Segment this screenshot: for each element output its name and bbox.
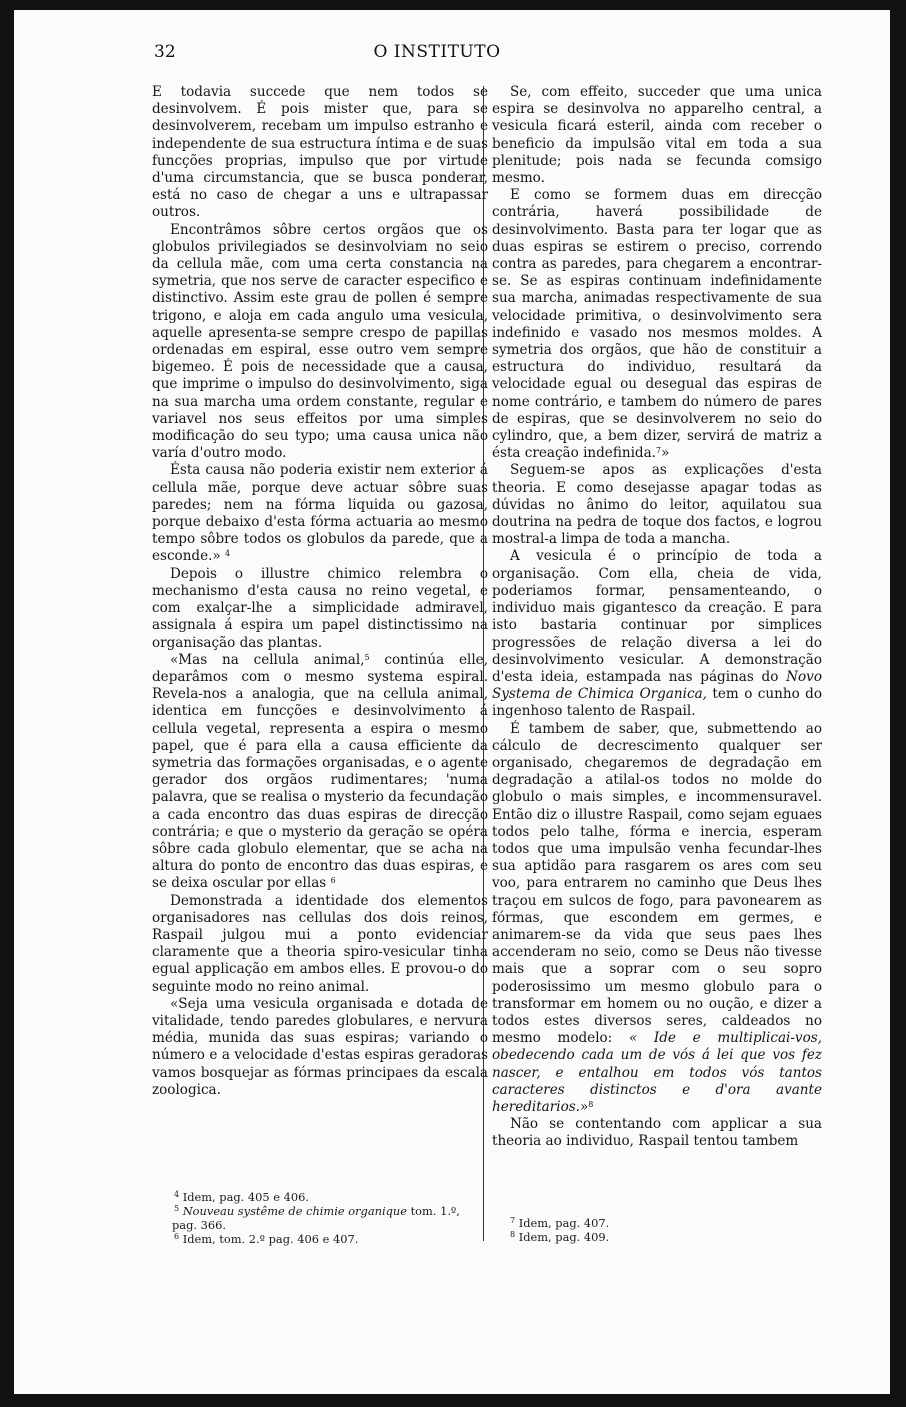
paragraph: Não se contentando com applicar a sua theoria ao individuo, Raspail tentou tambem xyxy=(492,1116,822,1150)
footnote: $^7$ Idem, pag. 407. xyxy=(510,1216,610,1230)
footnote: $^8$ Idem, pag. 409. xyxy=(510,1230,610,1244)
paragraph: Seguem-se apos as explicações d'esta theoria. E como desejasse apagar todas as dúvidas no ânimo do leitor, aquilatou sua doutrina na pedra de toque dos factos, e logrou mostral-a limpa de toda a mancha. xyxy=(492,462,822,548)
paragraph: Ésta causa não poderia existir nem exterior á cellula mãe, porque deve actuar sôbre suas paredes; nem na fórma liquida ou gazosa, porque debaixo d'esta fórma actuaria ao mesmo tempo sôbre todos os globulos da parede, que a esconde.» $^4$ xyxy=(152,462,488,565)
running-title: O INSTITUTO xyxy=(373,42,501,62)
page-number: 32 xyxy=(154,42,176,62)
paragraph: Encontrâmos sôbre certos orgãos que os globulos privilegiados se desinvolviam no seio da cellula mãe, com uma certa constancia na symetria, que nos serve de caracter especifico e distinctivo. Assim este grau de pollen é sempre trigono, e aloja em cada angulo uma vesicula, aquelle apresenta-se sempre crespo de papillas ordenadas em espiral, esse outro vem sempre bigemeo. É pois de necessidade que a causa, que imprime o impulso do desinvolvimento, siga na sua marcha uma ordem constante, regular e variavel nos seus effeitos por uma simples modificação do seu typo; uma causa unica não varía d'outro modo. xyxy=(152,221,488,462)
book-title: Novo Systema de Chimica Organica, xyxy=(492,668,822,703)
footnotes-left xyxy=(174,1190,474,1246)
footnote-ref[interactable]: 7 xyxy=(655,446,662,456)
left-column xyxy=(152,84,488,1099)
paragraph: Depois o illustre chimico relembra o mechanismo d'esta causa no reino vegetal, e com exalçar-lhe a simplicidade admiravel, assignala á espira um papel distinctissimo na organisação das plantas. xyxy=(152,565,488,651)
footnotes-right xyxy=(510,1216,810,1244)
paragraph: E todavia succede que nem todos se desinvolvem. É pois mister que, para se desinvolverem, recebam um impulso estranho e independente de sua estructura íntima e de suas funcções proprias, impulso que por virtude d'uma circumstancia, que se busca ponderar, está no caso de chegar a uns e ultrapassar outros. xyxy=(152,84,488,221)
footnote-continuation: pag. 366. xyxy=(172,1218,226,1232)
footnote: $^4$ Idem, pag. 405 e 406. xyxy=(174,1190,309,1204)
paragraph: A vesicula é o princípio de toda a organisação. Com ella, cheia de vida, poderiamos formar, pensamenteando, o individuo mais gigantesco da creação. E para isto bastaria continuar por simplices progressões de relação diversa a lei do desinvolvimento vesicular. A demonstração d'esta ideia, estampada nas páginas do Novo Systema de Chimica Organica, tem o cunho do ingenhoso talento de Raspail. xyxy=(492,548,823,720)
paragraph: «Seja uma vesicula organisada e dotada de vitalidade, tendo paredes globulares, e nervura média, munida das suas espiras; variando o número e a velocidade d'estas espiras geradoras vamos bosquejar as fórmas principaes da escala zoologica. xyxy=(152,995,488,1098)
footnote-ref[interactable]: 6 xyxy=(330,876,336,886)
footnote-ref[interactable]: 4 xyxy=(225,549,231,559)
paragraph: «Mas na cellula animal,$^5$ continúa elle, deparâmos com o mesmo systema espiral. Revela-nos a analogia, que na cellula animal, identica em funcções e desinvolvimento á cellula vegetal, representa a espira o mesmo papel, que é para ella a causa efficiente da symetria das formações organisadas, e o agente gerador dos orgãos rudimentares; 'numa palavra, que se realisa o mysterio da fecundação a cada encontro das duas espiras de direcção contrária; e que o mysterio da geração se opéra sôbre cada globulo elementar, que se acha na altura do ponto de encontro das duas espiras, e se deixa oscular por ellas $^6$ xyxy=(152,651,488,892)
quotation: « Ide e multiplicai-vos, obedecendo cada um de vós á lei que vos fez nascer, e entalhou em todos vós tantos caracteres distinctos e d'ora avante hereditarios. xyxy=(492,1030,822,1115)
footnote-ref[interactable]: 8 xyxy=(588,1099,594,1109)
right-column xyxy=(492,84,822,1151)
paragraph: É tambem de saber, que, submettendo ao cálculo de decrescimento qualquer ser organisado, chegaremos de degradação em degradação a atilal-os todos no molde do globulo o mais simples, e incommensuravel. Então diz o illustre Raspail, como sejam eguaes todos pelo talhe, fórma e inercia, esperam todos que uma impulsão venha fecundar-lhes sua aptidão para rasgarem os ares com seu voo, para entrarem no caminho que Deus lhes traçou em sulcos de fogo, para pavonearem as fórmas, que escondem em germes, e animarem-se da vida que seus paes lhes accenderam no seio, como se Deus não tivesse mais que a soprar com o seu sopro poderosissimo um mesmo globulo para o transformar em homem ou no oução, e dizer a todos estes diversos seres, caldeados no mesmo modelo: « Ide e multiplicai-vos, obedecendo cada um de vós á lei que vos fez nascer, e entalhou em todos vós tantos caracteres distinctos e d'ora avante hereditarios.»$^8$ xyxy=(492,720,822,1115)
footnote-ref[interactable]: 5 xyxy=(364,652,370,662)
paragraph: Demonstrada a identidade dos elementos organisadores nas cellulas dos dois reinos, Raspail julgou mui a ponto evidenciar claramente que a theoria spiro-vesicular tinha egual applicação em ambos elles. E provou-o do seguinte modo no reino animal. xyxy=(152,892,488,995)
footnote: $^6$ Idem, tom. 2.º pag. 406 e 407. xyxy=(174,1232,359,1246)
paragraph: Se, com effeito, succeder que uma unica espira se desinvolva no apparelho central, a vesicula ficará esteril, ainda com receber o beneficio da impulsão vital em toda a sua plenitude; pois nada se fecunda comsigo mesmo. xyxy=(492,84,822,187)
paragraph: E como se formem duas em direcção contrária, haverá possibilidade de desinvolvimento. Basta para ter logar que as duas espiras se estirem o preciso, correndo contra as paredes, para chegarem a encontrar-se. Se as espiras continuam indefinidamente sua marcha, animadas respectivamente de sua velocidade primitiva, o desinvolvimento sera indefinido e vasado nos mesmos moldes. A symetria dos orgãos, que hão de constituir a estructura do individuo, resultará da velocidade egual ou desegual das espiras de nome contrário, e tambem do número de pares de espiras, que se desinvolverem no seio do cylindro, que, a bem dizer, servirá de matriz a ésta creação indefinida.$^7$» xyxy=(492,187,822,462)
footnote: $^5$ Nouveau systême de chimie organique tom. 1.º, xyxy=(174,1204,460,1218)
page-header xyxy=(154,42,720,70)
